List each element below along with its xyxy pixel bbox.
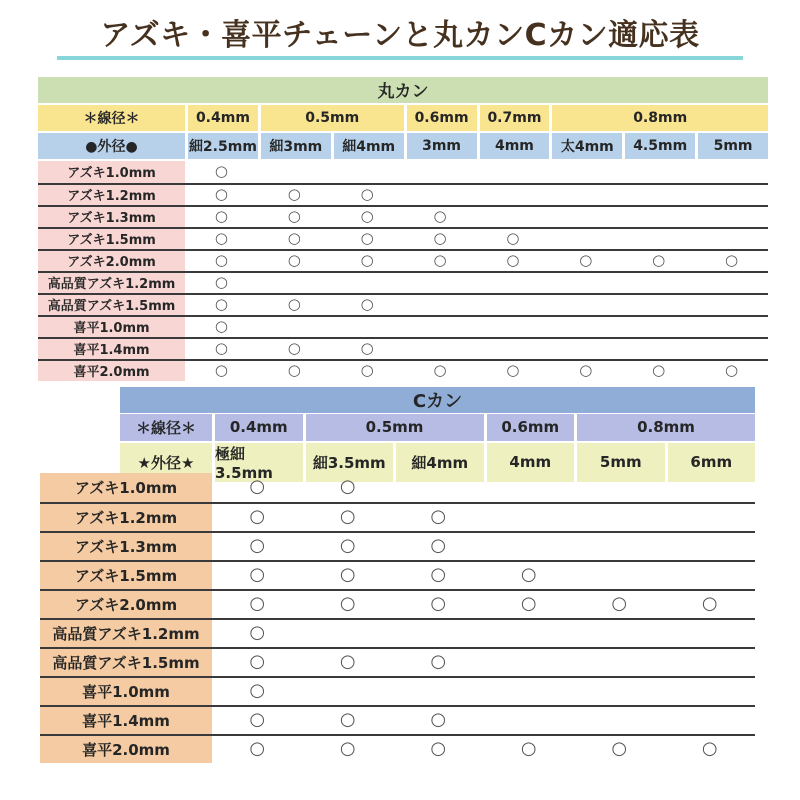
empty-cell (574, 504, 665, 531)
compatible-circle-mark: ○ (339, 709, 356, 730)
compatible-circle-mark: ○ (249, 709, 266, 730)
empty-cell (695, 229, 768, 249)
compatible-circle-mark: ○ (249, 535, 266, 556)
compatible-circle-mark: ○ (433, 251, 447, 269)
table-row (38, 337, 768, 359)
outer-diameter-cell: 5mm (695, 133, 768, 159)
table-row (40, 705, 755, 734)
compatible-circle-mark: ○ (339, 535, 356, 556)
empty-cell (665, 678, 756, 705)
chain-row-label: アズキ2.0mm (38, 251, 185, 271)
chain-row-label: アズキ1.5mm (40, 562, 212, 589)
empty-cell (695, 295, 768, 315)
wire-diameter-cell: 0.6mm (484, 414, 575, 441)
chain-row-label: アズキ1.0mm (38, 161, 185, 183)
empty-cell (622, 161, 695, 183)
empty-cell (477, 185, 550, 205)
table-row (38, 249, 768, 271)
empty-cell (484, 649, 575, 676)
chain-row-label: アズキ2.0mm (40, 591, 212, 618)
table-row (40, 589, 755, 618)
table-row (38, 161, 768, 183)
empty-cell (574, 707, 665, 734)
compatible-circle-mark: ○ (287, 339, 301, 357)
chain-row-label: アズキ1.3mm (38, 207, 185, 227)
compatible-circle-mark: ○ (506, 229, 520, 247)
outer-diameter-label: ●外径● (38, 133, 185, 159)
compatible-circle-mark: ○ (520, 593, 537, 614)
compatible-circle-mark: ○ (430, 564, 447, 585)
empty-cell (484, 707, 575, 734)
chain-row-label: アズキ1.3mm (40, 533, 212, 560)
chain-row-label: アズキ1.2mm (38, 185, 185, 205)
table-row (38, 359, 768, 381)
compatible-circle-mark: ○ (430, 506, 447, 527)
wire-diameter-cell: 0.5mm (258, 105, 404, 131)
empty-cell (549, 185, 622, 205)
compatible-circle-mark: ○ (360, 361, 374, 379)
empty-cell (477, 273, 550, 293)
compatible-circle-mark: ○ (611, 593, 628, 614)
empty-cell (303, 678, 394, 705)
table-row (40, 473, 755, 502)
empty-cell (331, 161, 404, 183)
empty-cell (393, 473, 484, 502)
compatible-circle-mark: ○ (520, 564, 537, 585)
empty-cell (331, 273, 404, 293)
table-row (40, 531, 755, 560)
empty-cell (549, 273, 622, 293)
wire-diameter-label: ＊線径＊ (120, 414, 212, 441)
table-row (40, 502, 755, 531)
marukan-table-title: 丸カン (38, 77, 768, 103)
compatible-circle-mark: ○ (579, 361, 593, 379)
compatible-circle-mark: ○ (214, 273, 228, 291)
empty-cell (549, 161, 622, 183)
empty-cell (477, 295, 550, 315)
compatible-circle-mark: ○ (430, 738, 447, 759)
chain-row-label: 高品質アズキ1.2mm (40, 620, 212, 647)
empty-cell (258, 273, 331, 293)
compatible-circle-mark: ○ (249, 738, 266, 759)
empty-cell (665, 533, 756, 560)
page (0, 19, 800, 763)
ckan-compatibility-table (40, 387, 755, 763)
empty-cell (393, 620, 484, 647)
marukan-wire-diameter-row (38, 105, 768, 131)
compatible-circle-mark: ○ (360, 185, 374, 203)
compatible-circle-mark: ○ (360, 229, 374, 247)
empty-cell (574, 649, 665, 676)
table-row (38, 271, 768, 293)
chain-row-label: 高品質アズキ1.5mm (38, 295, 185, 315)
empty-cell (404, 339, 477, 359)
empty-cell (484, 504, 575, 531)
table-row (40, 647, 755, 676)
compatible-circle-mark: ○ (214, 317, 228, 335)
empty-cell (549, 317, 622, 337)
outer-diameter-cell: 太4mm (549, 133, 622, 159)
wire-diameter-label: ＊線径＊ (38, 105, 185, 131)
compatible-circle-mark: ○ (701, 593, 718, 614)
empty-cell (404, 317, 477, 337)
ckan-band-row (40, 387, 755, 412)
empty-cell (695, 185, 768, 205)
empty-cell (622, 185, 695, 205)
empty-cell (622, 207, 695, 227)
page-title-underline (57, 19, 743, 60)
outer-diameter-label: ★外径★ (120, 443, 212, 482)
empty-cell (477, 207, 550, 227)
empty-cell (622, 295, 695, 315)
chain-row-label: アズキ1.0mm (40, 473, 212, 502)
spacer-cell (40, 414, 120, 441)
ckan-outer-diameter-row (40, 443, 755, 482)
compatible-circle-mark: ○ (360, 339, 374, 357)
compatible-circle-mark: ○ (725, 251, 739, 269)
empty-cell (484, 533, 575, 560)
outer-diameter-cell: 極細3.5mm (212, 443, 303, 482)
empty-cell (695, 161, 768, 183)
compatible-circle-mark: ○ (725, 361, 739, 379)
outer-diameter-cell: 細3mm (258, 133, 331, 159)
compatible-circle-mark: ○ (579, 251, 593, 269)
empty-cell (695, 339, 768, 359)
outer-diameter-cell: 細2.5mm (185, 133, 258, 159)
empty-cell (574, 473, 665, 502)
table-row (38, 227, 768, 249)
empty-cell (622, 339, 695, 359)
compatible-circle-mark: ○ (214, 361, 228, 379)
empty-cell (404, 295, 477, 315)
table-row (38, 315, 768, 337)
outer-diameter-cell: 4.5mm (622, 133, 695, 159)
wire-diameter-cell: 0.5mm (303, 414, 484, 441)
chain-row-label: 喜平2.0mm (38, 361, 185, 381)
empty-cell (393, 678, 484, 705)
marukan-outer-diameter-row (38, 133, 768, 159)
empty-cell (574, 620, 665, 647)
chain-row-label: 喜平2.0mm (40, 736, 212, 763)
empty-cell (331, 317, 404, 337)
compatible-circle-mark: ○ (360, 295, 374, 313)
compatible-circle-mark: ○ (430, 709, 447, 730)
empty-cell (695, 273, 768, 293)
empty-cell (695, 207, 768, 227)
compatible-circle-mark: ○ (214, 339, 228, 357)
compatible-circle-mark: ○ (339, 506, 356, 527)
empty-cell (303, 620, 394, 647)
compatible-circle-mark: ○ (611, 738, 628, 759)
outer-diameter-cell: 4mm (477, 133, 550, 159)
compatible-circle-mark: ○ (287, 229, 301, 247)
compatible-circle-mark: ○ (520, 738, 537, 759)
compatible-circle-mark: ○ (339, 738, 356, 759)
empty-cell (549, 339, 622, 359)
compatible-circle-mark: ○ (506, 361, 520, 379)
empty-cell (484, 473, 575, 502)
table-row (38, 183, 768, 205)
table-row (40, 734, 755, 763)
empty-cell (404, 185, 477, 205)
compatible-circle-mark: ○ (506, 251, 520, 269)
chain-row-label: アズキ1.5mm (38, 229, 185, 249)
marukan-compatibility-table (38, 77, 768, 381)
outer-diameter-cell: 細3.5mm (303, 443, 394, 482)
compatible-circle-mark: ○ (360, 251, 374, 269)
compatible-circle-mark: ○ (249, 506, 266, 527)
page-title: アズキ・喜平チェーンと丸カンCカン適応表 (100, 18, 700, 53)
table-row (38, 293, 768, 315)
chain-row-label: 高品質アズキ1.2mm (38, 273, 185, 293)
compatible-circle-mark: ○ (287, 295, 301, 313)
compatible-circle-mark: ○ (287, 251, 301, 269)
outer-diameter-cell: 4mm (484, 443, 575, 482)
empty-cell (665, 620, 756, 647)
empty-cell (549, 207, 622, 227)
chain-row-label: 喜平1.0mm (40, 678, 212, 705)
empty-cell (549, 295, 622, 315)
empty-cell (665, 562, 756, 589)
compatible-circle-mark: ○ (214, 162, 228, 180)
empty-cell (695, 317, 768, 337)
empty-cell (477, 161, 550, 183)
empty-cell (484, 620, 575, 647)
ckan-table-title: Cカン (120, 387, 755, 413)
wire-diameter-cell: 0.4mm (212, 414, 303, 441)
compatible-circle-mark: ○ (214, 251, 228, 269)
outer-diameter-cell: 5mm (574, 443, 665, 482)
compatible-circle-mark: ○ (339, 593, 356, 614)
empty-cell (574, 562, 665, 589)
table-row (38, 205, 768, 227)
chain-row-label: 喜平1.4mm (38, 339, 185, 359)
empty-cell (404, 273, 477, 293)
table-row (40, 676, 755, 705)
chain-row-label: 喜平1.0mm (38, 317, 185, 337)
wire-diameter-cell: 0.8mm (549, 105, 768, 131)
empty-cell (574, 678, 665, 705)
compatible-circle-mark: ○ (433, 361, 447, 379)
empty-cell (622, 229, 695, 249)
compatible-circle-mark: ○ (433, 229, 447, 247)
empty-cell (404, 161, 477, 183)
empty-cell (665, 707, 756, 734)
compatible-circle-mark: ○ (430, 651, 447, 672)
compatible-circle-mark: ○ (249, 593, 266, 614)
ckan-wire-diameter-row (40, 414, 755, 441)
compatible-circle-mark: ○ (249, 622, 266, 643)
empty-cell (258, 317, 331, 337)
compatible-circle-mark: ○ (249, 564, 266, 585)
table-row (40, 560, 755, 589)
compatible-circle-mark: ○ (249, 476, 266, 497)
compatible-circle-mark: ○ (287, 207, 301, 225)
compatible-circle-mark: ○ (430, 535, 447, 556)
compatible-circle-mark: ○ (339, 564, 356, 585)
compatible-circle-mark: ○ (339, 476, 356, 497)
empty-cell (484, 678, 575, 705)
compatible-circle-mark: ○ (433, 207, 447, 225)
compatible-circle-mark: ○ (430, 593, 447, 614)
compatible-circle-mark: ○ (214, 295, 228, 313)
chain-row-label: アズキ1.2mm (40, 504, 212, 531)
compatible-circle-mark: ○ (249, 651, 266, 672)
wire-diameter-cell: 0.4mm (185, 105, 258, 131)
empty-cell (574, 533, 665, 560)
compatible-circle-mark: ○ (360, 207, 374, 225)
empty-cell (477, 339, 550, 359)
wire-diameter-cell: 0.6mm (404, 105, 477, 131)
empty-cell (549, 229, 622, 249)
compatible-circle-mark: ○ (339, 651, 356, 672)
outer-diameter-cell: 3mm (404, 133, 477, 159)
empty-cell (665, 504, 756, 531)
compatible-circle-mark: ○ (287, 185, 301, 203)
chain-row-label: 高品質アズキ1.5mm (40, 649, 212, 676)
table-row (40, 618, 755, 647)
chain-row-label: 喜平1.4mm (40, 707, 212, 734)
compatible-circle-mark: ○ (214, 185, 228, 203)
empty-cell (258, 161, 331, 183)
compatible-circle-mark: ○ (287, 361, 301, 379)
wire-diameter-cell: 0.8mm (574, 414, 755, 441)
empty-cell (622, 273, 695, 293)
marukan-band-row (38, 77, 768, 103)
outer-diameter-cell: 細4mm (331, 133, 404, 159)
wire-diameter-cell: 0.7mm (477, 105, 550, 131)
compatible-circle-mark: ○ (214, 207, 228, 225)
outer-diameter-cell: 6mm (665, 443, 756, 482)
compatible-circle-mark: ○ (214, 229, 228, 247)
empty-cell (477, 317, 550, 337)
compatible-circle-mark: ○ (652, 361, 666, 379)
compatible-circle-mark: ○ (652, 251, 666, 269)
compatible-circle-mark: ○ (701, 738, 718, 759)
empty-cell (665, 473, 756, 502)
outer-diameter-cell: 細4mm (393, 443, 484, 482)
empty-cell (622, 317, 695, 337)
empty-cell (665, 649, 756, 676)
compatible-circle-mark: ○ (249, 680, 266, 701)
